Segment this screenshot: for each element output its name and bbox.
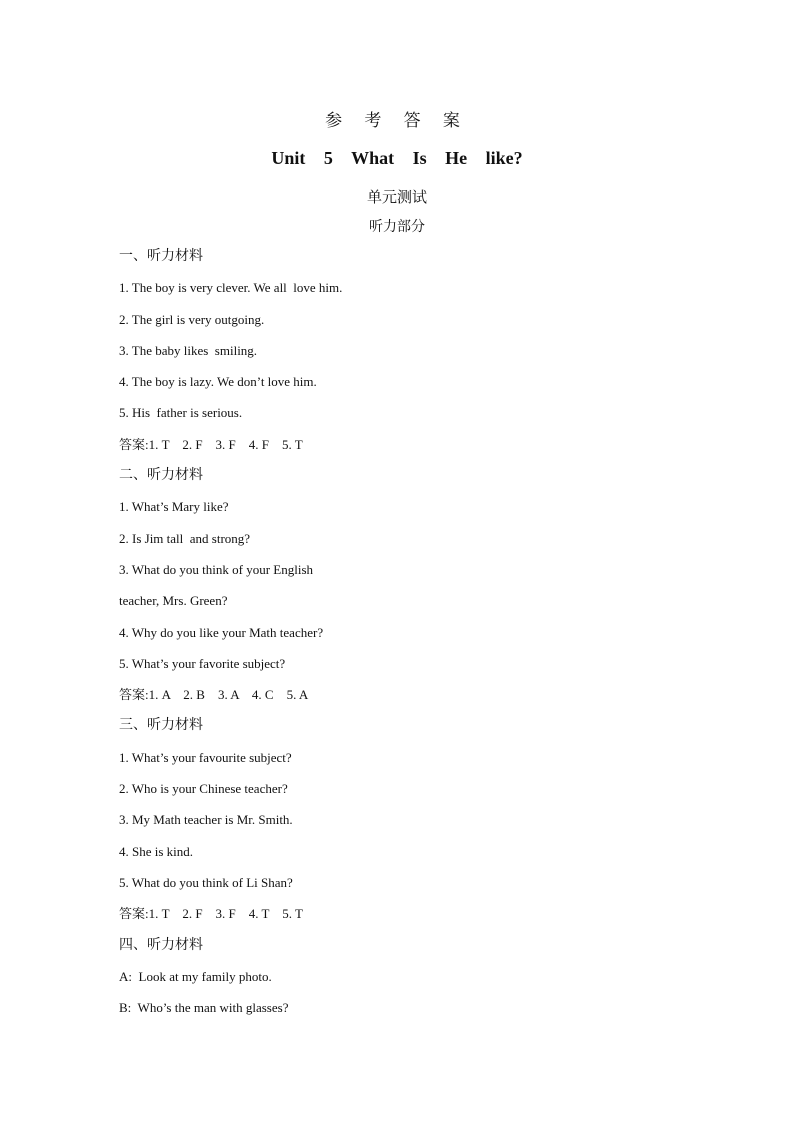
- unit-title: Unit 5 What Is He like?: [271, 148, 523, 168]
- text-line: 3. The baby likes smiling.: [119, 342, 258, 358]
- answer-line: 答案:1. A 2. B 3. A 4. C 5. A: [119, 687, 309, 703]
- text-line: teacher, Mrs. Green?: [119, 593, 228, 609]
- subsection-title: 听力部分: [369, 220, 425, 235]
- content-lines: [119, 248, 719, 1030]
- text-line: 1. What’s Mary like?: [119, 499, 229, 515]
- text-line: A: Look at my family photo.: [119, 968, 272, 984]
- text-line: 4. She is kind.: [119, 843, 194, 859]
- section-heading: 二、听力材料: [119, 468, 203, 484]
- text-line: 2. The girl is very outgoing.: [119, 311, 265, 327]
- answer-line: 答案:1. T 2. F 3. F 4. T 5. T: [119, 906, 303, 922]
- text-line: 1. The boy is very clever. We all love him.: [119, 280, 343, 296]
- text-line: 5. What do you think of Li Shan?: [119, 874, 293, 890]
- text-line: 2. Who is your Chinese teacher?: [119, 781, 288, 797]
- text-line: 5. What’s your favorite subject?: [119, 655, 286, 671]
- text-line: 3. What do you think of your English: [119, 561, 314, 577]
- text-line: 5. His father is serious.: [119, 405, 243, 421]
- page-title: 参 考 答 案: [325, 111, 469, 130]
- section-heading: 一、听力材料: [119, 249, 203, 264]
- section-heading: 三、听力材料: [119, 718, 203, 734]
- text-line: 1. What’s your favourite subject?: [119, 749, 292, 765]
- section-title: 单元测试: [366, 190, 427, 206]
- text-line: 2. Is Jim tall and strong?: [119, 530, 251, 546]
- text-line: B: Who’s the man with glasses?: [119, 1000, 289, 1016]
- text-line: 4. The boy is lazy. We don’t love him.: [119, 374, 317, 390]
- section-heading: 四、听力材料: [119, 937, 203, 953]
- text-line: 3. My Math teacher is Mr. Smith.: [119, 812, 293, 828]
- answer-line: 答案:1. T 2. F 3. F 4. F 5. T: [119, 436, 303, 452]
- text-line: 4. Why do you like your Math teacher?: [119, 624, 324, 640]
